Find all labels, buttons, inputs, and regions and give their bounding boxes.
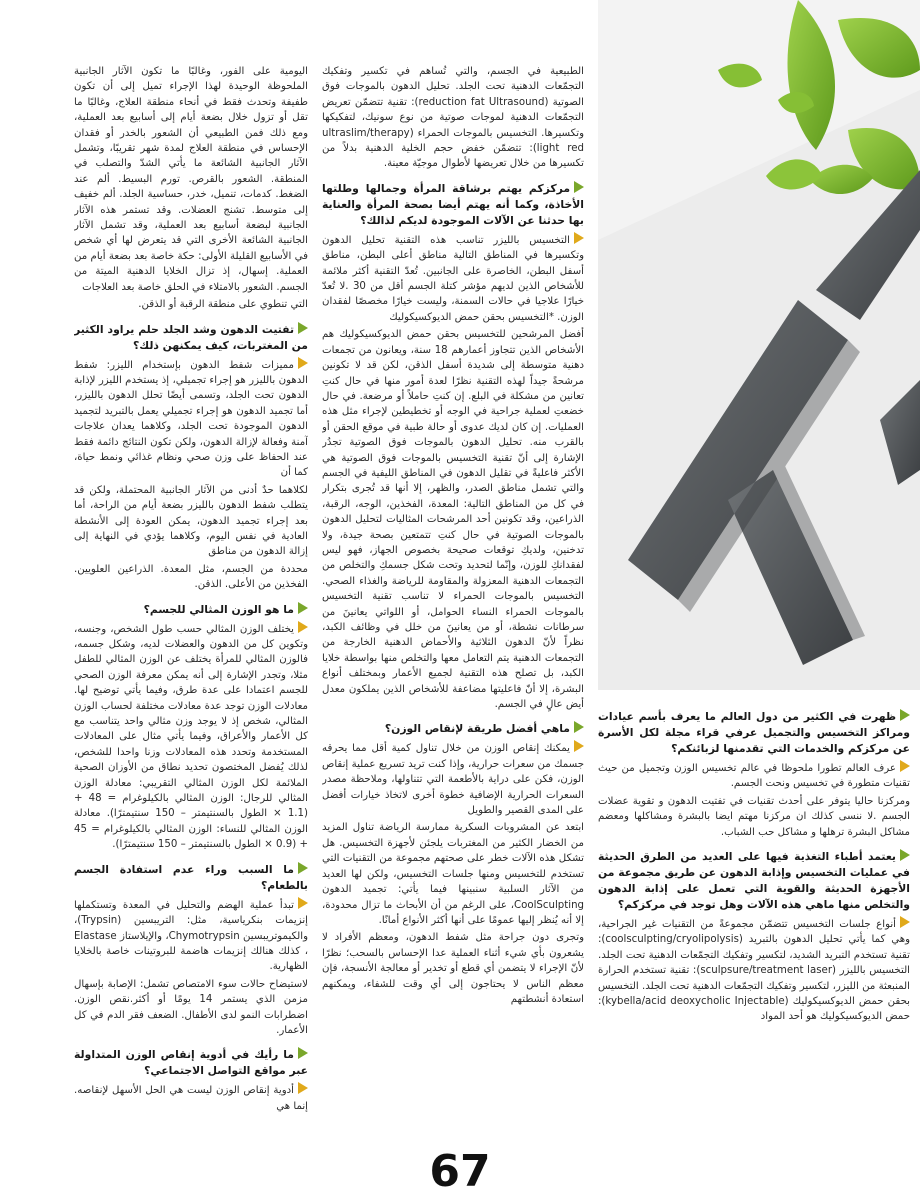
paragraph-text: التخسيس بالليزر تناسب هذه التقنية تحليل الدهون وتكسيرها في المناطق التالية مناطق أعلى البطن، مناطق أسفل البطن، الخاصرة على الجانبين. تُعدّ التقنية أكثر ملائمة للأشخاص الذين لديهم مؤشر كتلة الجسم أقل من 30 .لا تُعدّ خيارًا علاجيا في حالات السمنة، وليست خيارًا مخصصًا لفقدان الوزن. *التخسيس بحقن حمض الديوكسيكوليك	[322, 234, 584, 323]
paragraph-text: الطبيعية في الجسم، والتي تُساهم في تكسير وتفكيك التجمّعات الدهنية تحت الجلد. تحليل الدهون بالموجات فوق الصوتية (reduction fat Ultrasound): تقنية تتضمّن تعريض التجمّعات الدهنية لموجات صوتية من نوع سونيك، لتفكيكها وتكسيرها. التخسيس بالموجات الحمراء (ultraslim/therapy light red): تتضمّن خفض حجم الخلية الدهنية بدلاً من تكسيرها من خلال تعريضها لأطوال موجيّة معينة.	[322, 66, 584, 170]
body-paragraph	[74, 483, 308, 560]
body-paragraph	[322, 740, 584, 818]
body-paragraph	[74, 562, 308, 593]
middle-column	[322, 64, 584, 1144]
triangle-bullet-icon	[298, 602, 308, 614]
paragraph-text: أنواع جلسات التخسيس تتضمّن مجموعةً من التقنيات غير الجراحية، وهي كما يأتي تحليل الدهون بالتبريد (coolsculpting/cryolipolysis): تقنية تستخدم التبريد الشديد، لتكسير وتفكيك التجمّعات الدهنية تحت الجلد. التخسيس بالليزر (sculpsure/treatment laser): تقنية تستخدم الحرارة المنبعثة من الليزر، لتكسير وتفكيك التجمّعات الدهنية تحت الجلد. التخسيس بحقن حمض الديوكسيكوليك (kybella/acid deoxycholic Injectable): حمض الديوكسيكوليك هو أحد المواد	[598, 919, 910, 1023]
paragraph-text: لكلاهما حدٌ أدنى من الآثار الجانبية المحتملة، ولكن قد يتطلب شفط الدهون بالليزر بضعة أيام من الراحة، أما بعد إجراء تجميد الدهون، يمكن العودة إلى الأنشطة العادية في نفس اليوم، وكلاهما يؤدي في النهاية إلى إزالة الدهون من مناطق	[74, 484, 308, 558]
body-paragraph	[322, 820, 584, 928]
body-paragraph	[598, 916, 910, 1025]
paragraph-text: محددة من الجسم، مثل المعدة. الذراعين العلويين. الفخذين من الأعلى. الذقن.	[74, 563, 308, 591]
section-question	[322, 721, 584, 737]
triangle-bullet-icon	[900, 916, 910, 928]
paragraph-text: عرف العالم تطورا ملحوظا في عالم تخسيس الوزن وتجميل من حيث تقنيات متطورة في تخسيس ونحت الجسم.	[598, 763, 910, 790]
body-paragraph	[322, 64, 584, 172]
triangle-bullet-icon	[574, 721, 584, 733]
body-paragraph	[322, 327, 584, 712]
paragraph-text: تبدأ عملية الهضم والتحليل في المعدة وتستكملها إنزيمات بنكرياسية، مثل: التريبسين (Trypsin)، والكيموتريبسين Chymotrypsin، والإيلاستاز Elastase ، كذلك هنالك إنزيمات هاضمة للبروتينات خاصة بالخلايا الظهارية.	[74, 899, 308, 973]
body-paragraph	[322, 930, 584, 1007]
body-paragraph	[74, 897, 308, 975]
paragraph-text: يمكنك إنقاص الوزن من خلال تناول كمية أقل مما يحرقه جسمك من سعرات حرارية، وإذا كنت تريد تسريع عملية إنقاص الوزن، فكن على دراية بالأطعمة التي تتناولها، وملاحظة مصدر السعرات الحرارية الإضافية خطوة أخرى لاتخاذ خيارات أفضل على المدى القصير والطويل	[322, 743, 584, 817]
section-question	[74, 862, 308, 894]
body-paragraph	[74, 297, 308, 312]
body-paragraph	[74, 621, 308, 853]
body-paragraph	[74, 1082, 308, 1114]
paragraph-text: أفضل المرشحين للتخسيس بحقن حمض الديوكسيكوليك هم الأشخاص الذين تتجاوز أعمارهم 18 سنة، ويعانون من تجمعات دهنية متوسطة إلى شديدة أسفل الذقن، لكن قد لا تكونين مرشحةً جيداً لهذه التقنية نظرًا لعدة أمور منها في حال كنتِ تعانين من مشكلة في البلع. إن كنتِ حاملاً أو مرضعة. في حال خضعتِ لعملية جراحية في الوجه أو تخطيطين لإجراء مثل هذه العمليات. إن كان لديك عدوى أو حالة طبية في موقع الحقن أو بالقرب منه. تحليل الدهون بالموجات فوق الصوتية تجدُر الإشارة إلى أنّ تقنية التخسيس بالموجات فوق الصوتية هي الأكثر فاعليةً في تقليل الدهون في المناطق الليفية في الجسم والتي تشمل مناطق الصدر، والظهر، إلا أنها قد تُجرى بتكرار في كل من المناطق التالية: المعدة، الفخذين، الوجه، الرقبة، الذراعين، وقد تكونين أحد المرشحات المثاليات لتحليل الدهون بالموجات الصوتية في حال كنتِ تتمتعين بصحة جيدة، ولا تدخنين، ولديكِ توقعات صحيحة بخصوص الجهاز، فهو ليس لفقدانكِ للوزن، وإنّما لتحديد وتحت شكل جسمكِ والتخلص من التجمعات الدهنية المعزولة والمقاومة للرياضة والغذاء الصحي. التخسيس بالموجات الحمراء لا تناسب تقنية التخسيس بالموجات الحمراء النساء الحوامل، أو اللواتي يعانينَ من سرطانات نشطة، أو من يعانينَ من خلل في وظائف الكبد، نظراً لأنّ الدهون الثلاثية والأحماض الدهنية الخارجة من التجمعات الدهنية يتم التعامل معها والتخلص منها بواسطة خلايا الكبد، بل تصلح هذه التقنية لجميع الأعمار وبمختلف أنواع البشرة، إلا أنّ فاعليتها مضاعفة للأشخاص الذين يملكون معدل أيض عالٍ في الجسم.	[322, 329, 584, 711]
paragraph-text: وتجرى دون جراحة مثل شفط الدهون، ومعظم الأفراد لا يشعرون بأي شيء أثناء العملية عدا الإحساس بالسحب؛ نظرًا لأنّ الإجراء لا يتضمن أي قطع أو تخدير أو معالجة الأنسجة، فإن معظم الناس لا يحتاجون إلى أي وقت للشفاء، ويمكنهم استعادة أنشطتهم	[322, 932, 584, 1005]
left-column	[74, 64, 308, 1144]
question-text: تفتيت الدهون وشد الجلد حلم يراود الكثير من المغتربات، كيف يمكنهن ذلك؟	[74, 322, 308, 352]
body-paragraph	[74, 977, 308, 1039]
section-question	[598, 849, 910, 913]
body-paragraph	[322, 232, 584, 325]
triangle-bullet-icon	[298, 322, 308, 334]
paragraph-text: التي تنطوي على منطقة الرقبة أو الذقن.	[138, 299, 308, 311]
triangle-bullet-icon	[298, 357, 308, 369]
triangle-bullet-icon	[298, 862, 308, 874]
paragraph-text: ابتعد عن المشروبات السكرية ممارسة الرياضة تناول المزيد من الخضار الكثير من المغتربات يلجئن لأجهزة التخسيس. هل تشكل هذه الآلات خطر على صحتهم مجموعة من التقنيات التي تستخدم للتخسيس ومنها جلسات التخسيس، ولكن لها العديد من الآثار السلبية سنبينها فيما يأتي: تجميد الدهون CoolSculpting، على الرغم من أن الأبحاث ما تزال محدودة، إلا أنه يُنظر إليها عمومًا على أنها أكثر الأنواع أمانًا.	[322, 822, 584, 926]
right-column	[598, 700, 910, 1140]
photo-illustration	[598, 0, 920, 690]
section-question	[74, 602, 308, 618]
question-text: ماهي أفضل طريقة لإنقاص الوزن؟	[384, 722, 570, 736]
triangle-bullet-icon	[574, 740, 584, 752]
question-text: ظهرت في الكثير من دول العالم ما يعرف بأسم عيادات ومراكز التخسيس والتجميل عرفي قراء مجلة لكل الأسرة عن مركزكم والخدمات التي تقدمنها لزبائنكم؟	[598, 710, 910, 755]
triangle-bullet-icon	[574, 181, 584, 193]
body-paragraph	[598, 794, 910, 840]
triangle-bullet-icon	[298, 1082, 308, 1094]
question-text: ما السبب وراء عدم استفادة الجسم بالطعام؟	[74, 862, 308, 892]
section-question	[74, 1047, 308, 1079]
page-number: 67	[429, 1146, 491, 1197]
question-text: يعتمد أطباء التغذية فيها على العديد من الطرق الحديثة في عمليات التخسيس وإذابة الدهون عن طريق مجموعة من الأجهزة الحديثة والقوية التي تعمل على إذابة الدهون والتخلص منها ماهي هذه الآلات وهل توجد في مركزكم؟	[598, 850, 910, 912]
triangle-bullet-icon	[298, 621, 308, 633]
section-question	[74, 322, 308, 354]
question-text: ما هو الوزن المثالي للجسم؟	[143, 602, 294, 616]
triangle-bullet-icon	[900, 760, 910, 772]
section-question	[598, 709, 910, 757]
paragraph-text: ومركزنا حاليا يتوفر على أحدث تقنيات في تفتيت الدهون و تقوية عضلات الجسم .لا ننسى كذلك ان مركزنا مهتم ايضا بالبشرة ومشاكلها ومعضم مشاكل البشرة ترهلها و مشاكل حب الشباب.	[598, 795, 910, 838]
paragraph-text: اليومية على الفور، وغالبًا ما تكون الآثار الجانبية الملحوظة الوحيدة لهذا الإجراء تميل إلى أن تكون طفيفة وتحدث فقط في أنحاء منطقة العلاج، وغالبًا ما تقل أو تزول خلال بضعة أيام إلى أسابيع بعد العملية، ومع ذلك فمن الطبيعي أن الشعور بالخدر أو فقدان الإحساس في منطقة العلاج لمدة شهر تقريبًا، وتشمل الآثار الجانبية الشائعة ما يأتي الشدّ والتصلب في المنطقة. الشعور بالقرص. تورم البسيط. ألم عند الضغط. كدمات، تنميل، خدر، حساسية الجلد. ألم خفيف إلى متوسط. تشنج العضلات. وقد تستمر هذه الآثار الجانبية لبضعة أسابيع بعد العملية، وقد تشمل الآثار الجانبية الشائعة الأخرى التي قد يتعرض لها أي شخص في الأسابيع القليلة الأولى: حكة خاصة بعد بضعة أيام من العملية. إسهال، إذ تزال الخلايا الدهنية الميتة من الجسم. الشعور بالامتلاء في الحلق خاصة بعد العلاجات	[74, 66, 308, 293]
section-question	[322, 181, 584, 229]
body-paragraph	[74, 64, 308, 295]
body-paragraph	[74, 357, 308, 481]
triangle-bullet-icon	[298, 1047, 308, 1059]
body-paragraph	[598, 760, 910, 792]
triangle-bullet-icon	[900, 709, 910, 721]
triangle-bullet-icon	[574, 232, 584, 244]
paragraph-text: مميزات شفط الدهون بإستخدام الليزر: شفط الدهون بالليزر هو إجراء تجميلي، إذ يستخدم الليزر لإذابة الدهون تحت الجلد، وتسمى أيضًا تحلل الدهون بالليزر، أما تجميد الدهون هو إجراء تجميلي يعمل بالتبريد لتجميد الدهون الموجودة تحت الجلد، وكلاهما يعدان علاجات آمنة وفعالة لإزالة الدهون، ولكن تكون النتائج دائمة فقط عند الحفاظ على وزن صحي ونظام غذائي ونمط حياة، كما أن	[74, 359, 308, 479]
paragraph-text: يختلف الوزن المثالي حسب طول الشخص، وجنسه، وتكوين كل من الدهون والعضلات لديه، وشكل جسمه، فالوزن المثالي للمرأة يختلف عن الوزن المثالي للطفل مثلا، وتجدر الإشارة إلى أنه يمكن معرفة الوزن الصحي للجسم اعتمادا على عدة طرق، وفيما يأتي توضيح لها. معادلات الوزن توجد عدة معادلات مختلفة لحساب الوزن المثالي، شخص إذ لا يوجد وزن مثالي واحد يتناسب مع كل الأعمار والأعراق، وفيما يأتي مثال على المعادلات المستخدمة وتحدد هذه المعادلات وزنا واحدا للشخص، لذلك يُفضل المختصون تحديد نطاق من الأوزان الصحية الملائمة لكل الوزن المثالي التقريبي: معادلة الوزن المثالي للرجال: الوزن المثالي بالكيلوغرام = 48 + (1.1 × الطول بالسنتيمتر – 150 سنتيمترًا). معادلة الوزن المثالي للنساء: الوزن المثالي بالكيلوغرام = 45 + (0.9 × الطول بالسنتيمتر – 150 سنتيمترًا).	[74, 623, 308, 851]
kini-sign-photo	[598, 0, 920, 690]
paragraph-text: لاستيضاح حالات سوء الامتصاص تشمل: الإصابة بإسهال مزمن الذي يستمر 14 يومًا أو أكثر.نقص الوزن. اضطرابات النمو لدى الأطفال. الضعف فقر الدم في كل الأعمار.	[74, 978, 308, 1036]
question-text: مركزكم يهتم برشاقة المرأة وجمالها وطلتها الأخاذة، وكما أنه يهتم أيضا بصحة المرأة والعناية بها حدثنا عن الآلات الموجودة لديكم لذالك؟	[322, 181, 584, 227]
triangle-bullet-icon	[298, 897, 308, 909]
paragraph-text: أدوية إنقاص الوزن ليست هي الحل الأسهل لإنقاصه. إنما هي	[74, 1085, 308, 1112]
triangle-bullet-icon	[900, 849, 910, 861]
question-text: ما رأيك في أدوية إنقاص الوزن المتداولة عبر مواقع التواصل الاجتماعي؟	[74, 1048, 308, 1078]
